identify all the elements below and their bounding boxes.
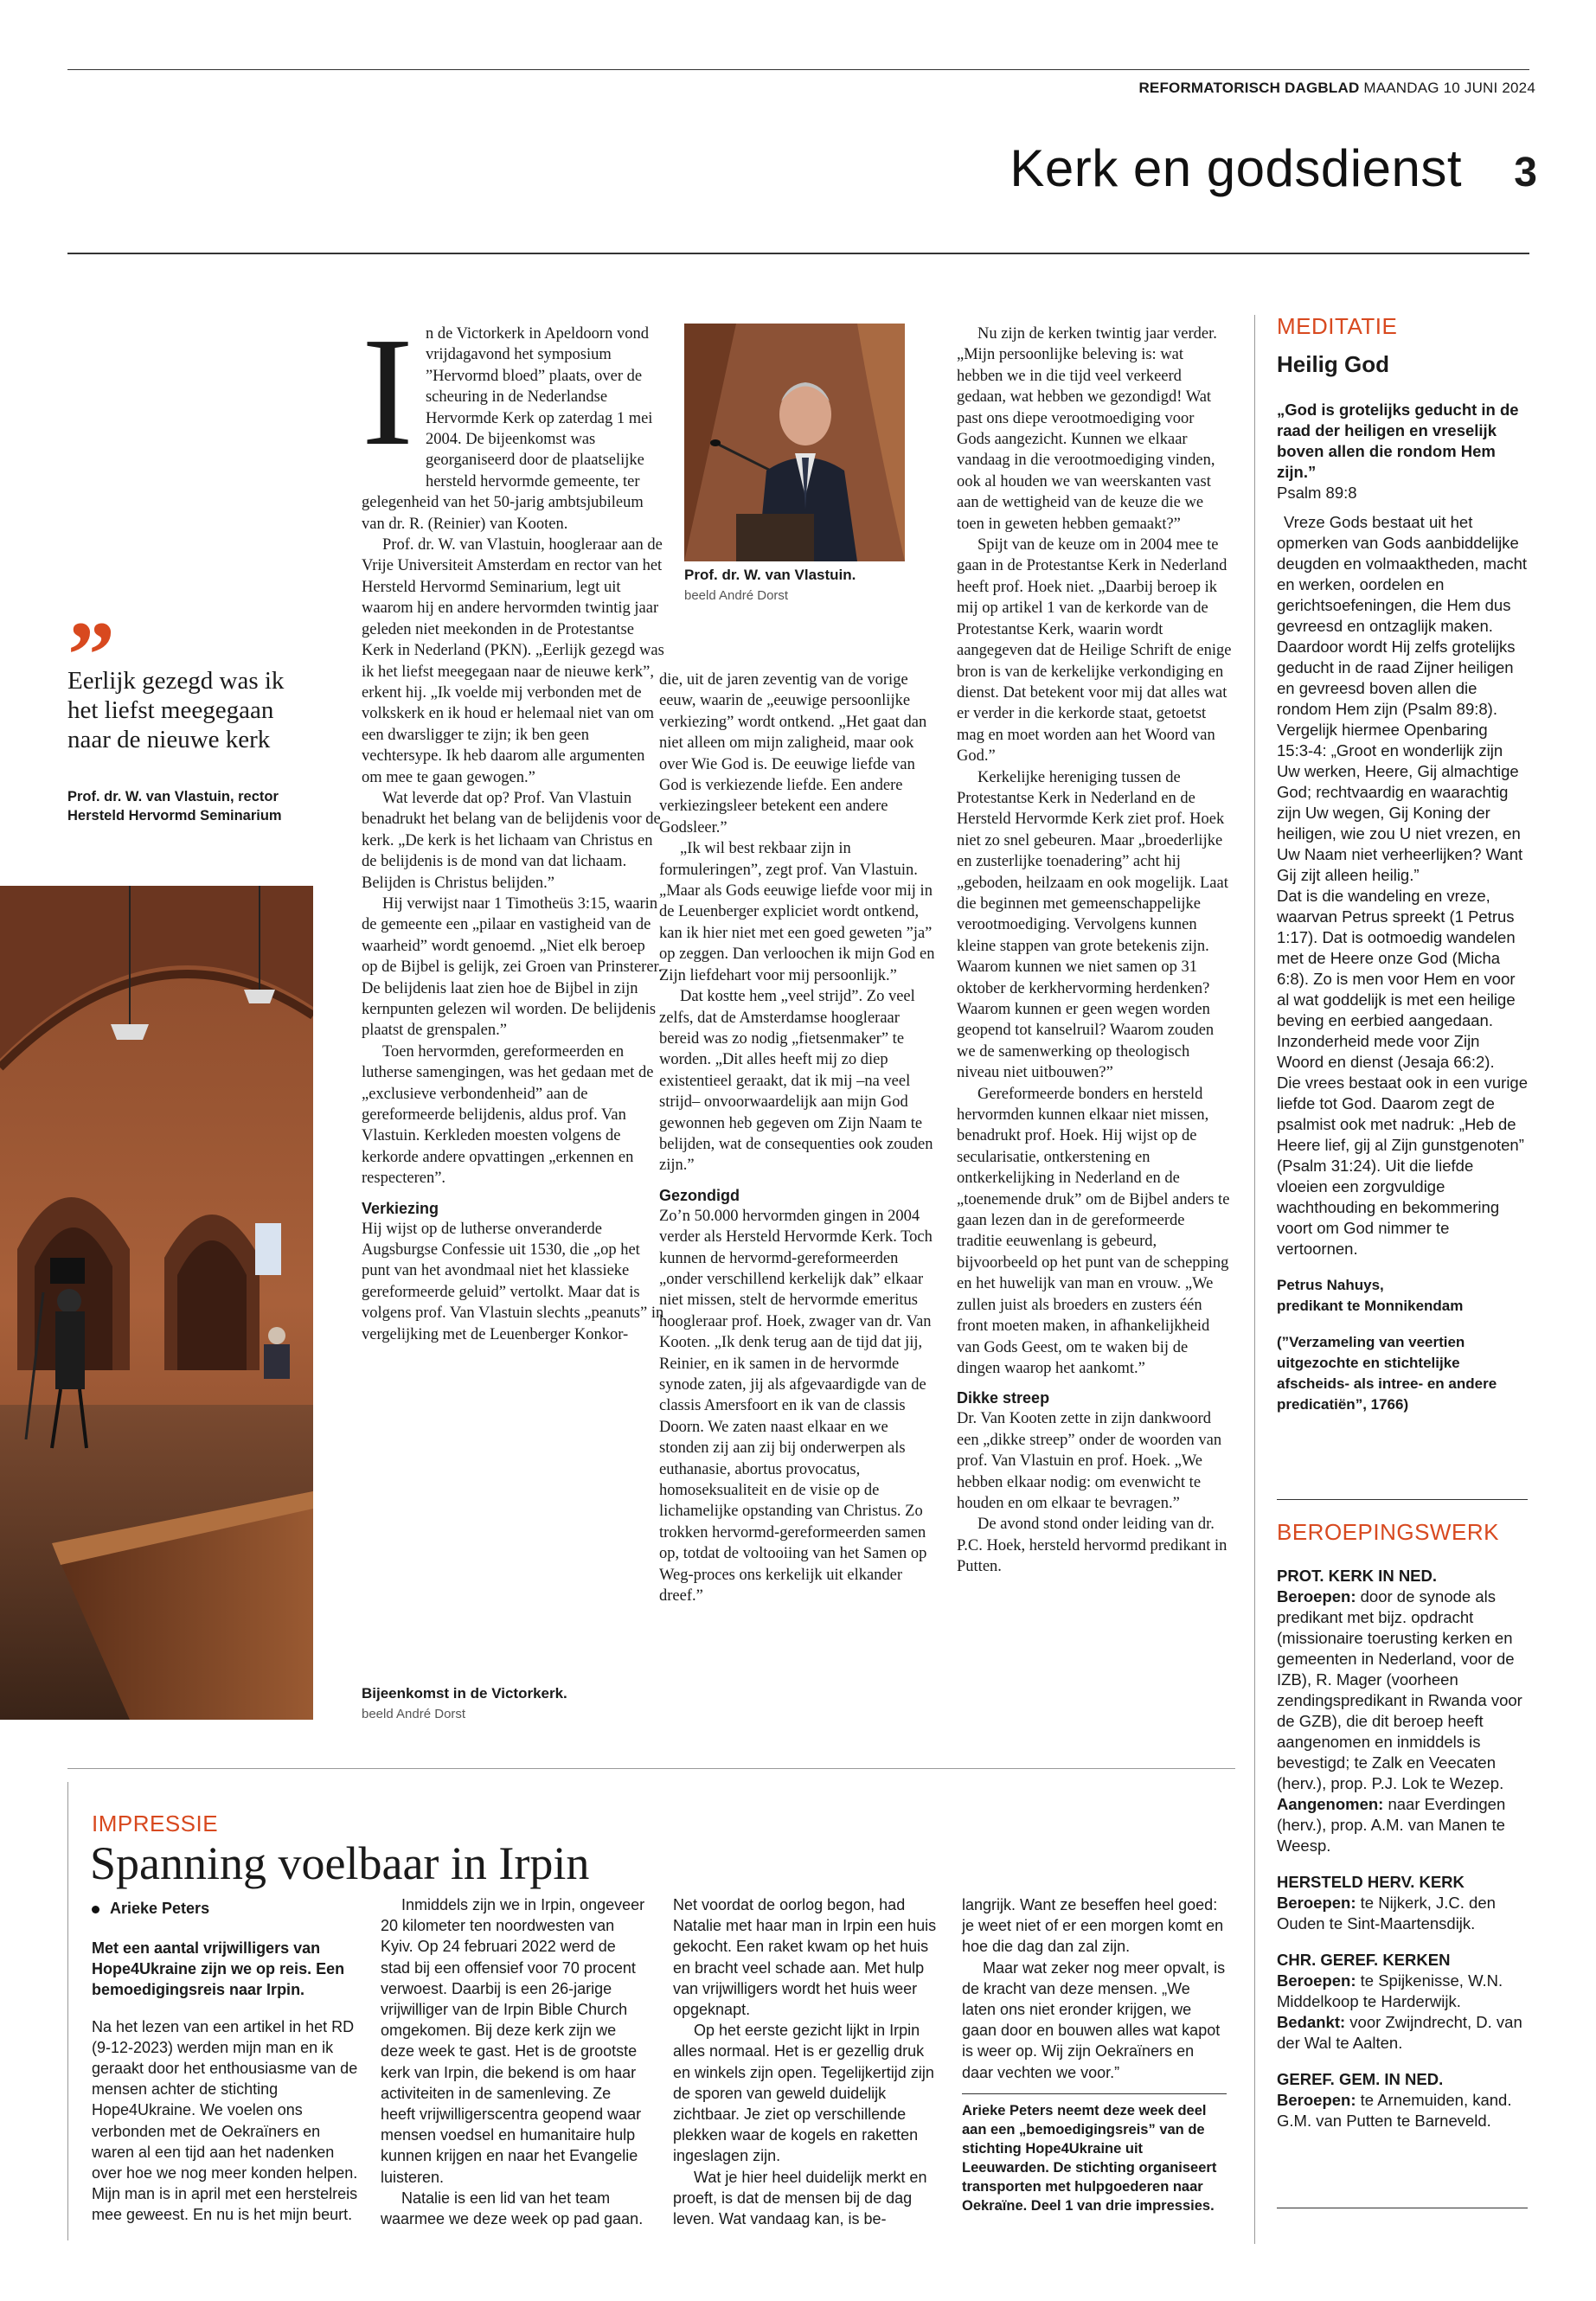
quote-mark-icon: ” <box>67 602 115 708</box>
impressie-paragraph: langrijk. Want ze beseffen heel goed: je weet niet of er een morgen komt en hoe die dag dan zal zijn. <box>962 1896 1224 1956</box>
bullet-icon <box>92 1906 99 1913</box>
article-paragraph: Nu zijn de kerken twintig jaar verder. „Mijn persoonlijke beleving is: wat hebben we in die tijd veel verkeerd gedaan, wat hebben we gezondigd! Wat past ons diepe verootmoediging voor Gods aangezicht. Kunnen we elkaar vandaag in die verootmoediging vinden, ook al houden we van weerskanten vast aan de wettigheid van de keuze die we toen in geweten hebben gemaakt?” <box>957 325 1217 533</box>
author-name: Arieke Peters <box>110 1900 210 1917</box>
impressie-paragraph: Op het eerste gezicht lijkt in Irpin alles normaal. Het is er gezellig druk en winkels zijn open. Tegelijkertijd zijn de sporen van geweld duidelijk zichtbaar. Je ziet op verschillende plekken waar de kogels en raketten ingeslagen zijn. <box>673 2022 934 2165</box>
portrait-caption: Prof. dr. W. van Vlastuin. <box>684 567 856 583</box>
impressie-paragraph: Net voordat de oorlog begon, had Natalie met haar man in Irpin een huis gekocht. Een raket kwam op het huis en bracht veel schade aan. Met hulp van vrijwilligers wordt het huis weer opgeknapt. <box>673 1896 937 2019</box>
subheading-gezondigd: Gezondigd <box>659 1186 740 1204</box>
header-rule <box>67 253 1529 254</box>
impressie-title: Spanning voelbaar in Irpin <box>90 1837 590 1889</box>
portrait-credit: beeld André Dorst <box>684 588 789 603</box>
page-number: 3 <box>1514 150 1537 195</box>
article-paragraph: die, uit de jaren zeventig van de vorige eeuw, waarin de „eeuwige persoonlijke verkiezing” wordt ontkend. „Het gaat dan niet alleen om mijn zaligheid, maar ook over Wie God is. De eeuwige liefde van God is verkiezende liefde. Een andere verkiezingsleer betekent een andere Godsleer.” <box>659 671 927 836</box>
meditatie-kicker: MEDITATIE <box>1277 313 1398 339</box>
impressie-column-4 <box>962 1894 1227 2215</box>
beroep-church: GEREF. GEM. IN NED. <box>1277 2070 1444 2088</box>
impressie-paragraph: Inmiddels zijn we in Irpin, ongeveer 20 kilometer ten noordwesten van Kyiv. Op 24 februari 2022 werd de stad bij een offensief voor 70 procent verwoest. Daarbij is een 26-jarige vrijwilliger van de Irpin Bible Church omgekomen. Bij deze kerk zijn we deze week te gast. Het is de grootste kerk van Irpin, die bekend is om haar activiteiten in de samenleving. Ze heeft vrijwilligerscentra geopend waar mensen voedsel en humanitaire hulp kunnen krijgen en naar het Evangelie luisteren. <box>381 1896 645 2186</box>
beroep-label: Beroepen: <box>1277 1894 1356 1912</box>
beroep-church: CHR. GEREF. KERKEN <box>1277 1951 1451 1969</box>
impressie-column-1 <box>92 1938 358 2226</box>
beroep-label: Beroepen: <box>1277 1587 1356 1606</box>
beroep-label: Aangenomen: <box>1277 1795 1384 1813</box>
article-paragraph: Toen hervormden, gereformeerden en lutherse samengingen, was het gedaan met de „exclusieve verbondenheid” aan de gereformeerde belijdenis, aldus prof. Van Vlastuin. Kerkleden moesten volgens de kerkorde andere opvattingen „erkennen en respecteren”. <box>362 1042 654 1188</box>
beroep-entry <box>1277 1971 1528 2012</box>
beroep-label: Beroepen: <box>1277 1971 1356 1990</box>
article-paragraph: De avond stond onder leiding van dr. P.C. Hoek, hersteld hervormd predikant in Putten. <box>957 1516 1227 1576</box>
beroep-text: naar Everdingen (herv.), prop. A.M. van Manen te Weesp. <box>1277 1795 1506 1855</box>
main-photo-caption: Bijeenkomst in de Victorkerk. <box>362 1685 567 1702</box>
beroep-entry <box>1277 1586 1528 1794</box>
article-column-1 <box>362 305 664 1656</box>
article-paragraph: Spijt van de keuze om in 2004 mee te gaan in de Protestantse Kerk in Nederland heeft prof. Hoek niet. „Daarbij beroep ik mij op artikel 1 van de kerkorde van de Protestantse Kerk, waarin wordt aangegeven dat de Heilige Schrift de enige bron is van de kerkelijke verkondiging en dienst. Dat betekent voor mij dat alles wat er verder in die kerkorde staat, getoetst mag en moet worden aan het Woord van God.” <box>957 536 1232 766</box>
article-paragraph: Zo’n 50.000 hervormden gingen in 2004 verder als Hersteld Hervormde Kerk. Toch kunnen de hervormd-gereformeerden „onder verschillend kerkelijk dak” elkaar niet missen, stelt de hervormde emeritus hoogleraar prof. Hoek, zwager van dr. Van Kooten. „Ik denk terug aan de tijd dat jij, Reinier, en ik samen in de hervormde synode zaten, jij als afgevaardigde van de classis Amersfoort en ik van de classis Doorn. We zaten naast elkaar en we stonden zij aan zij bij onderwerpen als euthanasie, abortus provocatus, homoseksualiteit en de visie op de lichamelijke opstanding van Christus. Zo trokken hervormd-gereformeerden samen op, totdat de voltooiing van het Samen op Weg-proces ons kerkelijk uit elkander dreef.” <box>659 1207 933 1606</box>
meditatie-author-role: predikant te Monnikendam <box>1277 1298 1464 1314</box>
impressie-column-3 <box>673 1894 939 2229</box>
byline <box>92 1900 209 1918</box>
meditatie-title: Heilig God <box>1277 351 1389 377</box>
article-column-2 <box>659 670 936 1742</box>
beroep-entry <box>1277 2090 1528 2131</box>
meditatie-quote: „God is grotelijks geducht in de raad der heiligen en vreselijk boven allen die rondom Hem zijn.” <box>1277 401 1519 481</box>
meditatie-paragraph: Dat is die wandeling en vreze, waarvan Petrus spreekt (1 Petrus 1:17). Dat is ootmoedig wandelen met de Heere onze God (Micha 6:8). Zo is men voor Hem en voor al wat goddelijk is met een heilige beving en eerbied aangedaan. Inzonderheid mede voor Zijn Woord en dienst (Jesaja 66:2). <box>1277 887 1516 1071</box>
impressie-paragraph: Wat je hier heel duidelijk merkt en proeft, is dat de mensen bij de dag leven. Wat vandaag kan, is be- <box>673 2168 927 2228</box>
beroep-entry <box>1277 2012 1528 2054</box>
beroep-group <box>1277 2069 1528 2131</box>
article-intro: n de Victorkerk in Apeldoorn vond vrijdagavond het symposium ”Hervormd bloed” plaats, over de scheuring in de Nederlandse Hervormde Kerk op zaterdag 1 mei 2004. De bijeenkomst was georganiseerd door de plaatselijke hersteld hervormde gemeente, ter gelegenheid van het 50-jarig ambtsjubileum van dr. R. (Reinier) van Kooten. <box>362 325 653 533</box>
article-paragraph: Dat kostte hem „veel strijd”. Zo veel zelfs, dat de Amsterdamse hoogleraar bereid was zo nodig „fietsenmaker” te worden. „Dit alles heeft mij zo diep existentieel geraakt, dat ik mij –na veel strijd– onvoorwaardelijk aan mijn God gewonnen heb gegeven om Zijn Naam te belijden, wat de consequenties ook zouden zijn.” <box>659 988 933 1175</box>
impressie-lead: Met een aantal vrijwilligers van Hope4Ukraine zijn we op reis. Een bemoedigingsreis naar Irpin. <box>92 1939 345 1999</box>
article-paragraph: Dr. Van Kooten zette in zijn dankwoord een „dikke streep” onder de woorden van prof. Van Vlastuin en prof. Hoek. „We hebben elkaar nodig: om evenwicht te houden en om elkaar te bevragen.” <box>957 1410 1222 1512</box>
subheading-dikke-streep: Dikke streep <box>957 1389 1050 1407</box>
main-photo-credit: beeld André Dorst <box>362 1707 466 1721</box>
meditatie-source: (”Verzameling van veertien uitgezochte en stichtelijke afscheids- als intree- en andere predicatiën”, 1766) <box>1277 1334 1497 1413</box>
masthead <box>1138 80 1535 97</box>
article-paragraph: Wat leverde dat op? Prof. Van Vlastuin benadrukt het belang van de belijdenis voor de kerk. „De kerk is het lichaam van Christus en de belijdenis is de mond van dat lichaam. Belijden is Christus belijden.” <box>362 789 661 892</box>
impressie-paragraph: Natalie is een lid van het team waarmee we deze week op pad gaan. <box>381 2189 644 2228</box>
article-paragraph: „Ik wil best rekbaar zijn in formuleringen”, zegt prof. Van Vlastuin. „Maar als Gods eeuwige liefde voor mij in de Leuenberger expliciet wordt ontkend, kan ik hier niet met een goed geweten ”ja” op zeggen. Dan verloochen ik mijn God en Zijn liefdehart voor mij persoonlijk.” <box>659 840 935 984</box>
publication-name: REFORMATORISCH DAGBLAD <box>1138 80 1360 96</box>
speaker-portrait-image <box>684 324 905 561</box>
impressie-footnote: Arieke Peters neemt deze week deel aan een „bemoedigingsreis” van de stichting Hope4Ukraine uit Leeuwarden. De stichting organiseert transporten met hulpgoederen naar Oekraïne. Deel 1 van drie impressies. <box>962 2093 1227 2215</box>
beroep-label: Beroepen: <box>1277 2091 1356 2109</box>
section-title: Kerk en godsdienst <box>1010 139 1462 197</box>
article-paragraph: Prof. dr. W. van Vlastuin, hoogleraar aan de Vrije Universiteit Amsterdam en rector van het Hersteld Hervormd Seminarium, legt uit waarom hij en andere hervormden twintig jaar geleden niet meekonden in de Protestantse Kerk in Nederland (PKN). „Eerlijk gezegd was ik het liefst meegegaan naar de nieuwe kerk”, erkent hij. „Ik voelde mij verbonden met de volkskerk en ik houd er helemaal niet van om een dwarsligger te zijn; ik ben geen vechtersype. Ik heb daarom alle argumenten om mee te gaan gewogen.” <box>362 536 664 786</box>
meditatie-body <box>1277 400 1528 1415</box>
portrait-photo <box>684 324 905 561</box>
subheading-verkiezing: Verkiezing <box>362 1199 439 1217</box>
beroep-group <box>1277 1950 1528 2054</box>
article-paragraph: Kerkelijke hereniging tussen de Protestantse Kerk in Nederland en de Hersteld Hervormde Kerk ziet prof. Hoek niet zo snel gebeuren. Maar „broederlijke en zusterlijke toenadering” acht hij „geboden, heilzaam en ook mogelijk. Laat die beginnen met gemeenschappelijke verootmoediging. Vervolgens kunnen kleine stappen van grote betekenis zijn. Waarom kunnen we niet samen op 31 oktober de kerkhervorming herdenken? Waarom kunnen er geen wegen worden geopend tot kanselruil? Waarom zouden we de samenwerking op theologisch niveau niet uitbouwen?” <box>957 768 1228 1082</box>
beroep-text: te Spijkenisse, W.N. Middelkoop te Harderwijk. <box>1277 1971 1503 2010</box>
beroep-church: PROT. KERK IN NED. <box>1277 1567 1438 1585</box>
beroep-text: te Arnemuiden, kand. G.M. van Putten te Barneveld. <box>1277 2091 1512 2130</box>
church-interior-image <box>0 886 313 1720</box>
beroep-entry <box>1277 1893 1528 1934</box>
beroep-text: door de synode als predikant met bijz. opdracht (missionaire toerusting kerken en gemeenten in Nederland, voor de IZB), R. Mager (voorheen zendingspredikant in Rwanda voor de GZB), die dit beroep heeft aangenomen en inmiddels is bevestigd; te Zalk en Veecaten (herv.), prop. P.J. Lok te Wezep. <box>1277 1587 1522 1792</box>
meditatie-author: Petrus Nahuys, <box>1277 1277 1384 1293</box>
article-column-3 <box>957 324 1232 1742</box>
article-paragraph: Hij verwijst naar 1 Timotheüs 3:15, waarin de gemeente een „pilaar en vastigheid van de waarheid” wordt genoemd. „Niet elk beroep op de Bijbel is gelijk, zei Groen van Prinsterer. De belijdenis laat zien hoe de Bijbel in zijn kernpunten gelezen wil worden. De belijdenis plaatst de grenspalen.” <box>362 894 663 1040</box>
beroep-text: te Nijkerk, J.C. den Ouden te Sint-Maartensdijk. <box>1277 1894 1496 1932</box>
impressie-left-rule <box>67 1782 68 2240</box>
beroep-label: Bedankt: <box>1277 2013 1346 2031</box>
sidebar-divider <box>1254 315 1255 2244</box>
beroep-entry <box>1277 1794 1528 1856</box>
sidebar-rule <box>1277 1499 1528 1500</box>
drop-cap: I <box>362 305 413 478</box>
top-rule <box>67 69 1529 70</box>
beroepingswerk-list <box>1277 1566 1528 2131</box>
meditatie-paragraph: Die vrees bestaat ook in een vurige liefde tot God. Daarom zegt de psalmist ook met nadruk: „Heb de Heere lief, gij al Zijn gunstgenoten” (Psalm 31:24). Uit die liefde vloeien een zorgvuldige wachthouding en bekommering voort om God nimmer te vertoornen. <box>1277 1074 1529 1258</box>
main-photo <box>0 886 313 1720</box>
impressie-column-2 <box>381 1894 647 2229</box>
beroep-text: voor Zwijndrecht, D. van der Wal te Aalten. <box>1277 2013 1522 2052</box>
pull-quote-text: Eerlijk gezegd was ik het liefst meegegaan naar de nieuwe kerk <box>67 667 285 753</box>
issue-date: MAANDAG 10 JUNI 2024 <box>1363 80 1535 96</box>
beroep-group <box>1277 1566 1528 1856</box>
impressie-top-rule <box>67 1768 1235 1769</box>
impressie-paragraph: Na het lezen van een artikel in het RD (9-12-2023) werden mijn man en ik geraakt door het enthousiasme van de mensen achter de stichting Hope4Ukraine. We voelen ons verbonden met de Oekraïners en waren al een tijd aan het nadenken over hoe we nog meer konden helpen. Mijn man is in april met een herstelreis mee geweest. En nu is het mijn beurt. <box>92 2017 358 2224</box>
impressie-kicker: IMPRESSIE <box>92 1811 219 1836</box>
beroepingswerk-kicker: BEROEPINGSWERK <box>1277 1519 1499 1545</box>
beroep-church: HERSTELD HERV. KERK <box>1277 1873 1465 1891</box>
meditatie-quote-ref: Psalm 89:8 <box>1277 484 1357 502</box>
article-paragraph: Hij wijst op de lutherse onveranderde Augsburgse Confessie uit 1530, die „op het punt van het avondmaal niet het klassieke gereformeerde geluid” vertolkt. Maar dat is volgens prof. Van Vlastuin slechts „peanuts” in vergelijking met de Leuenberger Konkor- <box>362 1220 664 1343</box>
meditatie-paragraph: Vreze Gods bestaat uit het opmerken van Gods aanbiddelijke deugden en volmaaktheden, macht en werken, oordelen en gerichtsoefeningen, die Hem dus gevreesd en ontzaglijk maken. Daardoor wordt Hij zelfs grotelijks geducht in de raad Zijner heiligen en gevreesd boven allen die rondom Hem zijn (Psalm 89:8). Vergelijk hiermee Openbaring 15:3-4: „Groot en wonderlijk zijn Uw werken, Heere, Gij almachtige God; rechtvaardig en waarachtig zijn Uw wegen, Gij Koning der heiligen, wie zou U niet vrezen, en Uw Naam niet verheerlijken? Want Gij zijt alleen heilig.” <box>1277 513 1528 884</box>
impressie-paragraph: Maar wat zeker nog meer opvalt, is de kracht van deze mensen. „We laten ons niet eronder krijgen, we gaan door en bouwen alles wat kapot is weer op. Wij zijn Oekraïners en daar vechten we voor.” <box>962 1958 1226 2081</box>
pull-quote-author: Prof. dr. W. van Vlastuin, rector Hersteld Hervormd Seminarium <box>67 789 282 824</box>
beroep-group <box>1277 1872 1528 1934</box>
article-paragraph: Gereformeerde bonders en hersteld hervormden kunnen elkaar niet missen, benadrukt prof. Hoek. Hij wijst op de secularisatie, ontkerstening en ontkerkelijking in Nederland en de „toenemende druk” om de Bijbel anders te gaan lezen dan in de gereformeerde traditie eeuwenlang is gebeurd, bijvoorbeeld op het punt van de schepping en het huwelijk van man en vrouw. „We zullen juist als broeders en zusters één front moeten maken, in afhankelijkheid van Gods Geest, om te waken bij de dingen waarop het aankomt.” <box>957 1085 1230 1377</box>
